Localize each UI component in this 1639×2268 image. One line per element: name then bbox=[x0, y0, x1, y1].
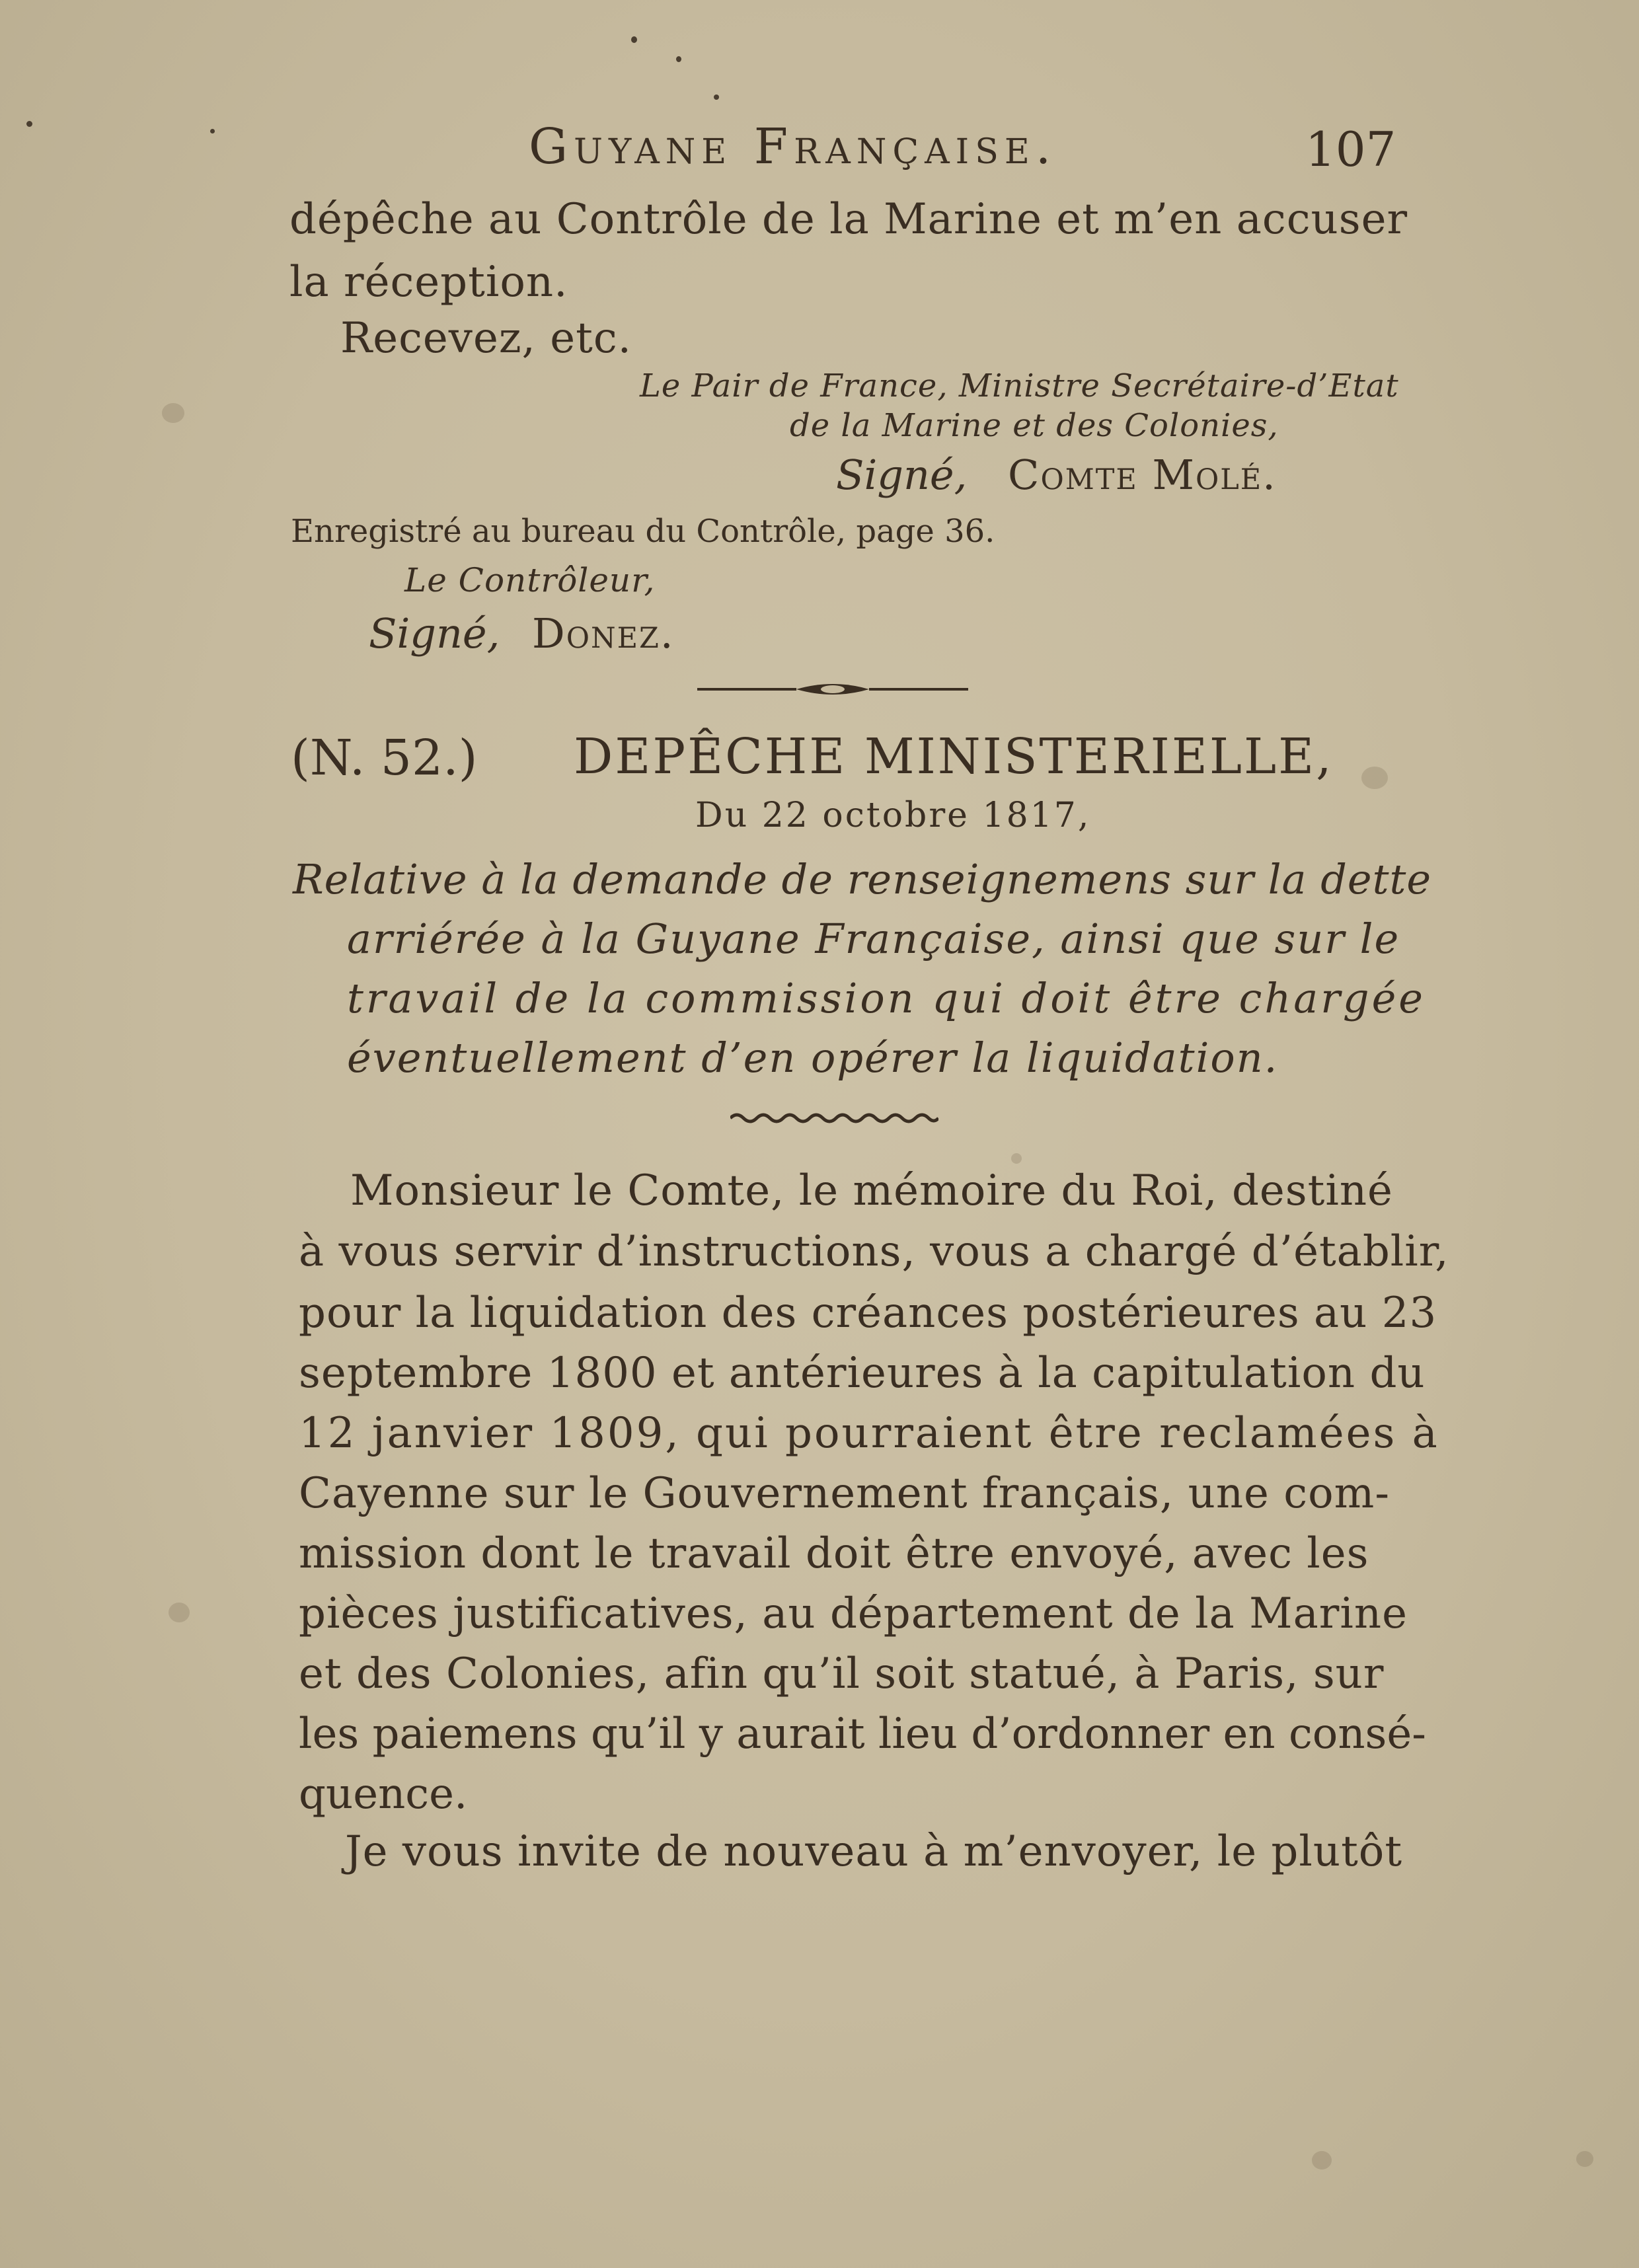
subject-line: éventuellement d’en opérer la liquidation. bbox=[347, 1034, 1279, 1082]
ink-speck bbox=[26, 121, 32, 127]
body-line: 12 janvier 1809, qui pourraient être reclamées à bbox=[299, 1409, 1439, 1458]
ink-speck bbox=[210, 129, 215, 133]
foxing-spot bbox=[1576, 2151, 1593, 2167]
ink-speck bbox=[714, 94, 719, 100]
signer-title: Le Pair de France, Ministre Secrétaire-d’Etat bbox=[640, 367, 1399, 404]
foxing-spot bbox=[1361, 767, 1388, 789]
foxing-spot bbox=[162, 403, 184, 423]
body-line: Je vous invite de nouveau à m’envoyer, le plutôt bbox=[345, 1827, 1403, 1876]
ink-speck bbox=[631, 36, 637, 43]
body-line: quence. bbox=[299, 1770, 468, 1819]
signed-label: Signé, bbox=[836, 451, 968, 499]
foxing-spot bbox=[1011, 1153, 1022, 1164]
foxing-spot bbox=[169, 1603, 190, 1622]
body-line: pour la liquidation des créances postérieures au 23 bbox=[299, 1289, 1437, 1338]
running-header: Guyane Française. bbox=[529, 118, 1057, 175]
closing-formula: Recevez, etc. bbox=[340, 314, 632, 363]
body-line: et des Colonies, afin qu’il soit statué, à Paris, sur bbox=[299, 1649, 1385, 1698]
wavy-divider bbox=[730, 1112, 938, 1125]
body-line: Monsieur le Comte, le mémoire du Roi, destiné bbox=[350, 1166, 1393, 1215]
dispatch-number: (N. 52.) bbox=[291, 730, 478, 786]
registration-note: Enregistré au bureau du Contrôle, page 36. bbox=[291, 513, 995, 550]
body-line: pièces justificatives, au département de la Marine bbox=[299, 1589, 1408, 1638]
signer-title: de la Marine et des Colonies, bbox=[790, 407, 1279, 444]
dispatch-date: Du 22 octobre 1817, bbox=[695, 796, 1091, 835]
subject-line: travail de la commission qui doit être chargée bbox=[347, 974, 1426, 1022]
page-number: 107 bbox=[1305, 122, 1396, 177]
ornament-divider bbox=[697, 681, 968, 698]
body-line: les paiemens qu’il y aurait lieu d’ordonner en consé- bbox=[299, 1710, 1426, 1758]
subject-line: Relative à la demande de renseignemens sur la dette bbox=[293, 855, 1432, 903]
body-line: à vous servir d’instructions, vous a chargé d’établir, bbox=[299, 1227, 1449, 1276]
signed-label: Signé, bbox=[369, 609, 500, 658]
controller-name: Donez. bbox=[532, 609, 675, 658]
signatory-name: Comte Molé. bbox=[1008, 451, 1277, 499]
subject-line: arriérée à la Guyane Française, ainsi que sur le bbox=[347, 915, 1400, 963]
foxing-spot bbox=[1312, 2151, 1332, 2170]
ink-speck bbox=[676, 56, 681, 62]
controller-title: Le Contrôleur, bbox=[404, 561, 656, 599]
body-line: Cayenne sur le Gouvernement français, une com- bbox=[299, 1469, 1390, 1518]
body-line: septembre 1800 et antérieures à la capitulation du bbox=[299, 1349, 1426, 1398]
body-line: mission dont le travail doit être envoyé, avec les bbox=[299, 1529, 1369, 1578]
text-line: dépêche au Contrôle de la Marine et m’en accuser bbox=[289, 195, 1408, 244]
dispatch-title: DEPÊCHE MINISTERIELLE, bbox=[574, 728, 1334, 785]
text-line: la réception. bbox=[289, 258, 568, 307]
